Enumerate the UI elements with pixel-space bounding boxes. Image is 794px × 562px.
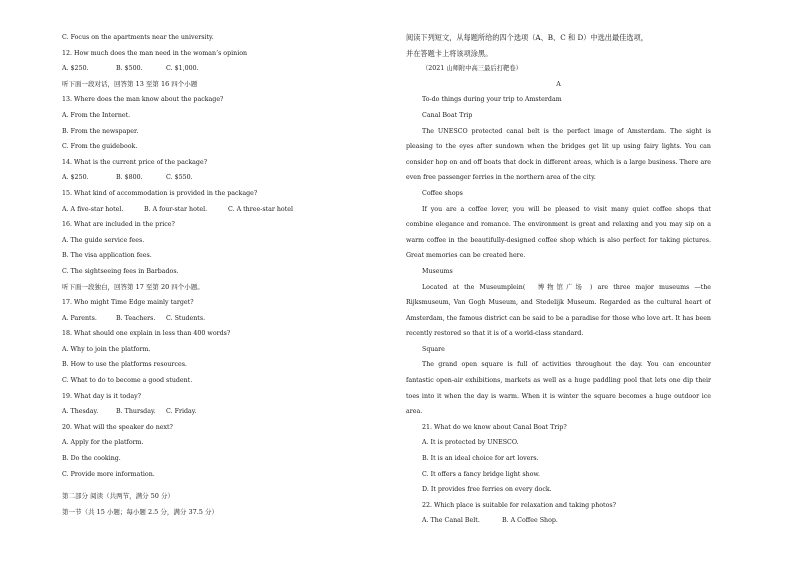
paragraph-line: The UNESCO protected canal belt is the perfect image of Amsterdam. The sight is xyxy=(422,127,711,135)
paragraph-line: Great memories can be created here. xyxy=(406,252,526,260)
option-a: A. From the Internet. xyxy=(62,111,131,119)
question-12: 12. How much does the man need in the woman’s opinion xyxy=(62,49,248,57)
question-13: 13. Where does the man know about the package? xyxy=(62,96,224,104)
question-20: 20. What will the speaker do next? xyxy=(62,423,173,431)
option-b: B. A four-star hotel. xyxy=(144,205,208,213)
option-b: B. It is an ideal choice for art lovers. xyxy=(422,455,539,463)
paragraph-line: combine elegance and romance. The environment is great and relaxing and you may sip on a xyxy=(406,221,711,229)
section-1-heading: 第一节（共 15 小题；每小题 2.5 分，满分 37.5 分） xyxy=(62,507,218,516)
option-b: B. Teachers. xyxy=(116,314,156,322)
left-column xyxy=(62,30,382,520)
option-a: A. $250. xyxy=(62,65,89,73)
option-c: C. Friday. xyxy=(166,408,197,416)
question-21: 21. What do we know about Canal Boat Trip? xyxy=(422,423,567,431)
heading-coffee-shops: Coffee shops xyxy=(422,189,463,197)
question-15: 15. What kind of accommodation is provided in the package? xyxy=(62,189,258,197)
question-17-options xyxy=(62,311,382,327)
paragraph-line: Located at the Museumplein( 博物馆广场 ) are three major museums —the xyxy=(422,283,711,291)
question-22-options xyxy=(406,513,711,529)
option-a: A. It is protected by UNESCO. xyxy=(422,439,519,447)
instruction-17-20: 听下面一段独白，回答第 17 至第 20 四个小题。 xyxy=(62,282,204,291)
right-column xyxy=(406,30,711,529)
option-b: B. The visa application fees. xyxy=(62,252,152,260)
paragraph-line: If you are a coffee lover, you will be pleased to visit many quiet coffee shops that xyxy=(422,205,711,213)
option-a: A. Thesday. xyxy=(62,408,99,416)
option-a: A. The Canal Belt. xyxy=(422,517,480,525)
option-c: C. It offers a fancy bridge light show. xyxy=(422,470,541,478)
option-b: B. How to use the platforms resources. xyxy=(62,361,187,369)
option-b: B. From the newspaper. xyxy=(62,127,139,135)
option-b: B. Thursday. xyxy=(116,408,156,416)
option-c: C. The sightseeing fees in Barbados. xyxy=(62,267,179,275)
option-b: B. A Coffee Shop. xyxy=(502,517,558,525)
part-2-heading: 第二部分 阅读（共两节，满分 50 分） xyxy=(62,492,174,501)
question-19: 19. What day is it today? xyxy=(62,392,142,400)
option-a: A. Parents. xyxy=(62,314,97,322)
question-12-options xyxy=(62,61,382,77)
option-a: A. The guide service fees. xyxy=(62,236,145,244)
option-b: B. Do the cooking. xyxy=(62,455,121,463)
option-a: A. Apply for the platform. xyxy=(62,439,144,447)
reading-instruction: 阅读下列短文，从每题所给的四个选项（A、B、C 和 D）中选出最佳选项， xyxy=(406,33,648,42)
passage-label: A xyxy=(556,80,561,88)
option-c: C. From the guidebook. xyxy=(62,143,138,151)
option-c: C. What to do to become a good student. xyxy=(62,377,193,385)
paragraph-line: recently restored so that it is of a world-class standard. xyxy=(406,330,584,338)
paragraph-line: fantastic open-air exhibitions, markets as well as a huge paddling pool that lets one dip their xyxy=(406,377,711,385)
paragraph-line: even free passenger ferries in the northern area of the city. xyxy=(406,174,596,182)
heading-canal-boat-trip: Canal Boat Trip xyxy=(422,111,473,119)
question-14-options xyxy=(62,170,382,186)
heading-square: Square xyxy=(422,345,445,353)
option-c: C. $1,000. xyxy=(166,65,199,73)
question-17: 17. Who might Time Edge mainly target? xyxy=(62,299,194,307)
paragraph-line: Rijksmuseum, Van Gogh Museum, and Stedelijk Museum. Regarded as the cultural heart of xyxy=(406,299,711,307)
paragraph-line: consider hop on and off boats that dock in different areas, which is a large business. There are xyxy=(406,158,711,166)
question-15-options xyxy=(62,202,382,218)
option-text: C. Focus on the apartments near the university. xyxy=(62,34,214,41)
question-18: 18. What should one explain in less than 400 words? xyxy=(62,330,231,338)
paragraph-line: The grand open square is full of activities throughout the day. You can encounter xyxy=(422,361,711,369)
question-14: 14. What is the current price of the package? xyxy=(62,158,208,166)
option-c: C. Provide more information. xyxy=(62,470,155,478)
option-c: C. $550. xyxy=(166,174,193,182)
paragraph-line: Amsterdam, the famous district can be said to be a paradise for those who love art. It has been xyxy=(406,314,711,322)
paragraph-line: toes into it when the day is warm. When it is winter the square becomes a huge outdoor ice xyxy=(406,392,711,400)
reading-instruction-cont: 并在答题卡上将该项涂黑。 xyxy=(406,48,493,58)
option-c: C. Students. xyxy=(166,314,206,322)
option-b: B. $800. xyxy=(116,174,143,182)
passage-title: To-do things during your trip to Amsterdam xyxy=(422,96,562,104)
option-a: A. $250. xyxy=(62,174,89,182)
option-c: C. A three-star hotel xyxy=(228,205,293,213)
option-b: B. $500. xyxy=(116,65,143,73)
source-note: （2021 山师附中高三最后打靶卷） xyxy=(422,65,522,73)
option-a: A. Why to join the platform. xyxy=(62,345,151,353)
question-22: 22. Which place is suitable for relaxation and taking photos? xyxy=(422,501,616,509)
paragraph-line: area. xyxy=(406,408,423,416)
heading-museums: Museums xyxy=(422,267,453,275)
option-a: A. A five-star hotel. xyxy=(62,205,124,213)
paragraph-line: pleasing to the eyes after sundown when the bridges get lit up using fairy lights. You can xyxy=(406,143,711,151)
paragraph-line: warm coffee in the beautifully-designed coffee shop which is also perfect for taking pictures. xyxy=(406,236,711,244)
question-16: 16. What are included in the price? xyxy=(62,221,175,229)
instruction-13-16: 听下面一段对话，回答第 13 至第 16 四个小题 xyxy=(62,79,198,88)
question-19-options xyxy=(62,404,382,420)
option-d: D. It provides free ferries on every dock. xyxy=(422,486,552,494)
